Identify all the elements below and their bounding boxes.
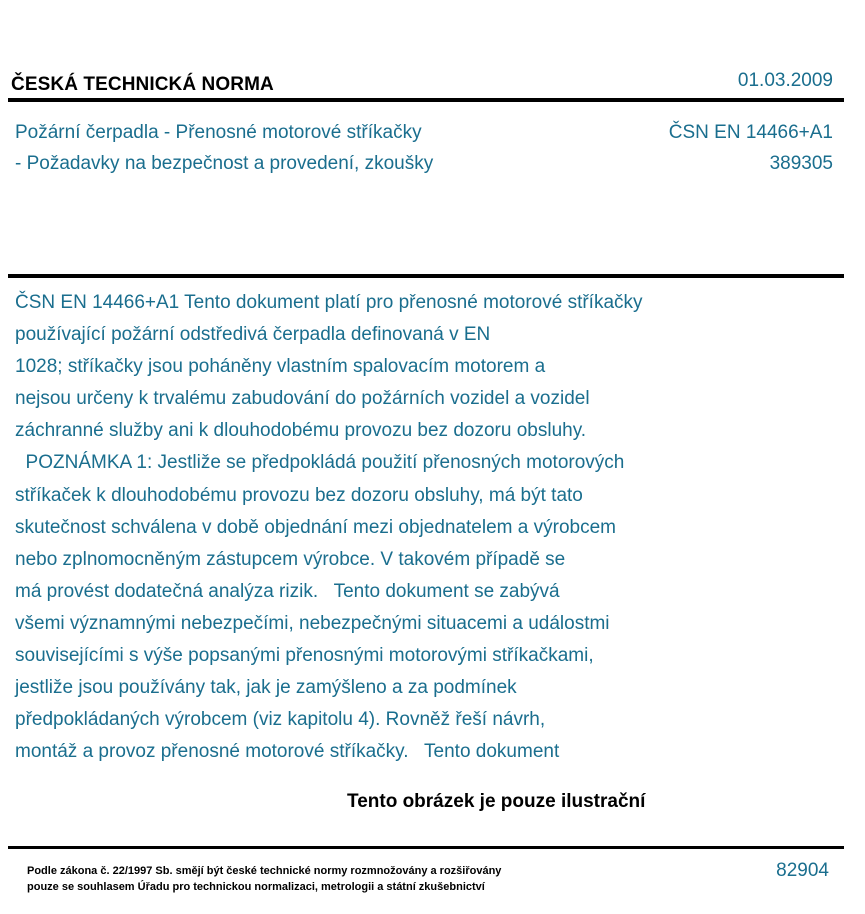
subject-line: Požární čerpadla - Přenosné motorové stříkačky [15,122,422,143]
subject-line: - Požadavky na bezpečnost a provedení, zkoušky [15,153,434,174]
abstract-line: POZNÁMKA 1: Jestliže se předpokládá použití přenosných motorových [15,452,625,474]
legal-notice [27,863,501,895]
abstract-line: všemi významnými nebezpečími, nebezpečnými situacemi a událostmi [15,612,610,634]
abstract-line: záchranné služby ani k dlouhodobému provozu bez dozoru obsluhy. [15,420,587,442]
abstract-line: nejsou určeny k trvalému zabudování do požárních vozidel a vozidel [15,388,590,410]
abstract-line: souvisejícími s výše popsanými přenosnými motorovými stříkačkami, [15,645,594,667]
document-abstract [15,287,643,768]
header-divider [8,98,844,102]
abstract-line: 1028; stříkačky jsou poháněny vlastním spalovacím motorem a [15,356,546,378]
standard-codes [669,117,833,179]
document-type-title: ČESKÁ TECHNICKÁ NORMA [11,74,274,95]
publication-date: 01.03.2009 [737,70,833,91]
abstract-line: skutečnost schválena v době objednání mezi objednatelem a výrobcem [15,516,616,538]
section-divider [8,274,844,278]
footer-divider [8,846,844,849]
abstract-line: montáž a provoz přenosné motorové stříkačky. Tento dokument [15,741,560,763]
illustration-notice: Tento obrázek je pouze ilustrační [347,791,646,812]
catalog-number: 82904 [776,860,829,881]
abstract-line: stříkaček k dlouhodobému provozu bez dozoru obsluhy, má být tato [15,484,583,506]
abstract-line: předpokládaných výrobcem (viz kapitolu 4). Rovněž řeší návrh, [15,709,546,731]
abstract-line: ČSN EN 14466+A1 Tento dokument platí pro přenosné motorové stříkačky [15,292,643,313]
legal-line: Podle zákona č. 22/1997 Sb. smějí být české technické normy rozmnožovány a rozšiřovány [27,865,502,877]
standard-classification: 389305 [769,153,833,174]
standard-subject [15,117,433,179]
abstract-line: má provést dodatečná analýza rizik. Tento dokument se zabývá [15,580,560,602]
standard-designation: ČSN EN 14466+A1 [668,122,833,143]
abstract-line: nebo zplnomocněným zástupcem výrobce. V takovém případě se [15,548,566,570]
abstract-line: jestliže jsou používány tak, jak je zamýšleno a za podmínek [15,677,517,699]
legal-line: pouze se souhlasem Úřadu pro technickou normalizaci, metrologii a státní zkušebnictví [27,881,485,893]
abstract-line: používající požární odstředivá čerpadla definovaná v EN [15,324,491,346]
